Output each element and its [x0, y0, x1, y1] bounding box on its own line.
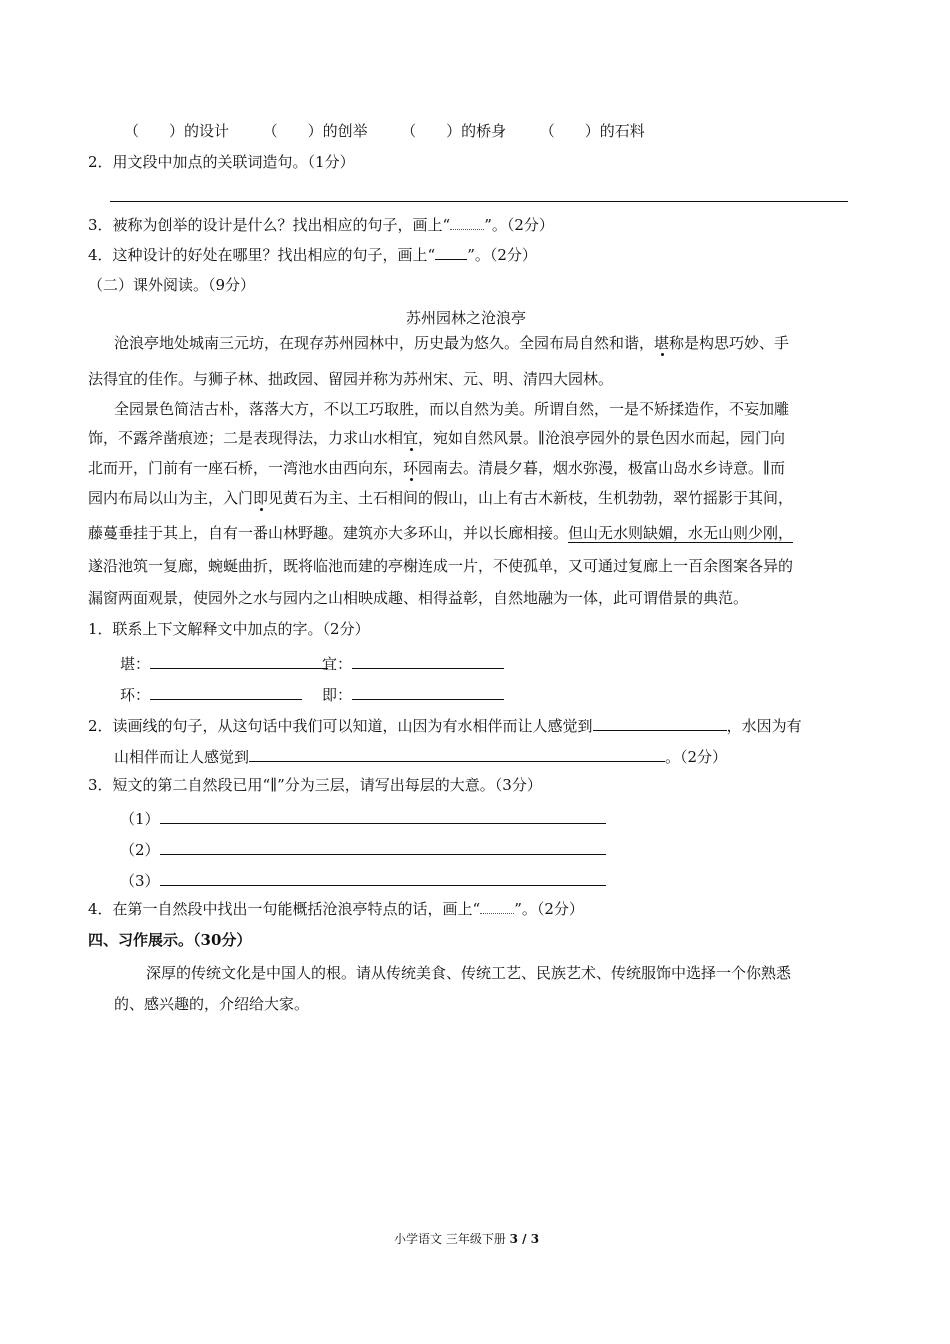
question-4	[88, 248, 537, 263]
passage-title: 苏州园林之沧浪亭	[406, 309, 527, 327]
define-kan: 堪：	[120, 654, 328, 672]
underlined-sentence: 但山无水则缺媚，水无山则少刚，	[568, 524, 794, 542]
reading-question-2-cont: 山相伴而让人感觉到 。（2分）	[114, 748, 728, 766]
passage-p2-line6: 遂沿池筑一复廊，蜿蜒曲折，既将临池而建的亭榭连成一片，不使孤单，又可通过复廊上一百余图案各异的	[88, 557, 794, 575]
wavy-underline-mark	[480, 903, 514, 914]
answer-line-rq2-b	[249, 747, 665, 762]
answer-line-ji	[352, 685, 504, 700]
question-3	[88, 218, 554, 233]
dotted-char-huan: 环	[403, 459, 419, 477]
passage-p1-line1: 沧浪亭地处城南三元坊，在现存苏州园林中，历史最为悠久。全园布局自然和谐，堪称是构思巧妙、手	[114, 334, 790, 352]
word-blank-row	[124, 124, 645, 139]
wavy-underline-mark	[450, 219, 484, 230]
layer-3: （3）	[120, 871, 606, 889]
answer-line-layer-2	[160, 840, 606, 855]
passage-p2-line2: 饰，不露斧凿痕迹；二是表现得法，力求山水相宜，宛如自然风景。∥沧浪亭园外的景色因水而起，园门向	[88, 429, 785, 447]
section-writing: 四、习作展示。（30分）	[88, 931, 252, 949]
passage-p2-line3: 北而开，门前有一座石桥，一湾池水由西向东，环园南去。清晨夕暮，烟水弥漫，极富山岛水乡诗意。∥而	[88, 459, 785, 477]
answer-line-yi	[352, 654, 504, 669]
passage-p2-line5: 藤蔓垂挂于其上，自有一番山林野趣。建筑亦大多环山，并以长廊相接。但山无水则缺媚，水无山则少刚，	[88, 524, 794, 542]
blank-innovation: （ ）的创举	[262, 122, 368, 140]
passage-p2-line1: 全园景色简洁古朴，落落大方，不以工巧取胜，而以自然为美。所谓自然，一是不矫揉造作，不妄加雕	[114, 400, 790, 418]
answer-line-q2	[110, 201, 848, 202]
answer-line-layer-3	[160, 871, 606, 886]
dotted-char-yi: 宜	[403, 429, 419, 447]
answer-line-rq2-a	[593, 716, 727, 731]
dotted-char-kan: 堪	[654, 334, 670, 352]
section-extracurricular-reading: （二）课外阅读。（9分）	[88, 276, 256, 294]
essay-prompt-line1: 深厚的传统文化是中国人的根。请从传统美食、传统工艺、民族艺术、传统服饰中选择一个你熟悉	[146, 964, 792, 982]
passage-p2-line4: 园内布局以山为主，入门即见黄石为主、土石相间的假山，山上有古木新枝，生机勃勃，翠竹摇影于其间，	[88, 489, 794, 507]
passage-p1-line2: 法得宜的佳作。与狮子林、拙政园、留园并称为苏州宋、元、明、清四大园林。	[88, 370, 614, 388]
define-huan: 环：	[120, 685, 302, 703]
dotted-char-ji: 即	[253, 489, 269, 507]
straight-underline-mark	[435, 249, 467, 260]
define-ji: 即：	[322, 685, 504, 703]
reading-question-1: 1．联系上下文解释文中加点的字。（2分）	[88, 620, 370, 638]
blank-bridge-body: （ ）的桥身	[401, 122, 507, 140]
reading-question-2: 2．读画线的句子，从这句话中我们可以知道，山因为有水相伴而让人感觉到 ，水因为有	[88, 717, 802, 735]
question-4-text: 4．这种设计的好处在哪里？找出相应的句子，画上“	[88, 246, 436, 264]
answer-line-huan	[150, 685, 302, 700]
essay-prompt-line2: 的、感兴趣的，介绍给大家。	[114, 995, 310, 1013]
define-yi: 宜：	[322, 654, 504, 672]
layer-2: （2）	[120, 840, 606, 858]
blank-stone: （ ）的石料	[539, 122, 645, 140]
page-number: 3 / 3	[509, 1232, 540, 1246]
question-4-tail: ”。（2分）	[467, 246, 537, 264]
answer-line-layer-1	[160, 809, 606, 824]
layer-1: （1）	[120, 809, 606, 827]
question-3-tail: ”。（2分）	[484, 216, 554, 234]
question-3-text: 3．被称为创举的设计是什么？找出相应的句子，画上“	[88, 216, 451, 234]
answer-line-kan	[150, 654, 328, 669]
reading-question-3: 3．短文的第二自然段已用“∥”分为三层，请写出每层的大意。（3分）	[88, 776, 542, 794]
reading-question-4: 4．在第一自然段中找出一句能概括沧浪亭特点的话，画上“ ”。（2分）	[88, 900, 584, 918]
question-2: 2．用文段中加点的关联词造句。（1分）	[88, 153, 355, 171]
passage-p2-line7: 漏窗两面观景，使园外之水与园内之山相映成趣、相得益彰，自然地融为一体，此可谓借景的典范。	[88, 589, 749, 607]
page-footer: 小学语文 三年级下册 3 / 3	[394, 1232, 540, 1246]
blank-design: （ ）的设计	[124, 122, 230, 140]
